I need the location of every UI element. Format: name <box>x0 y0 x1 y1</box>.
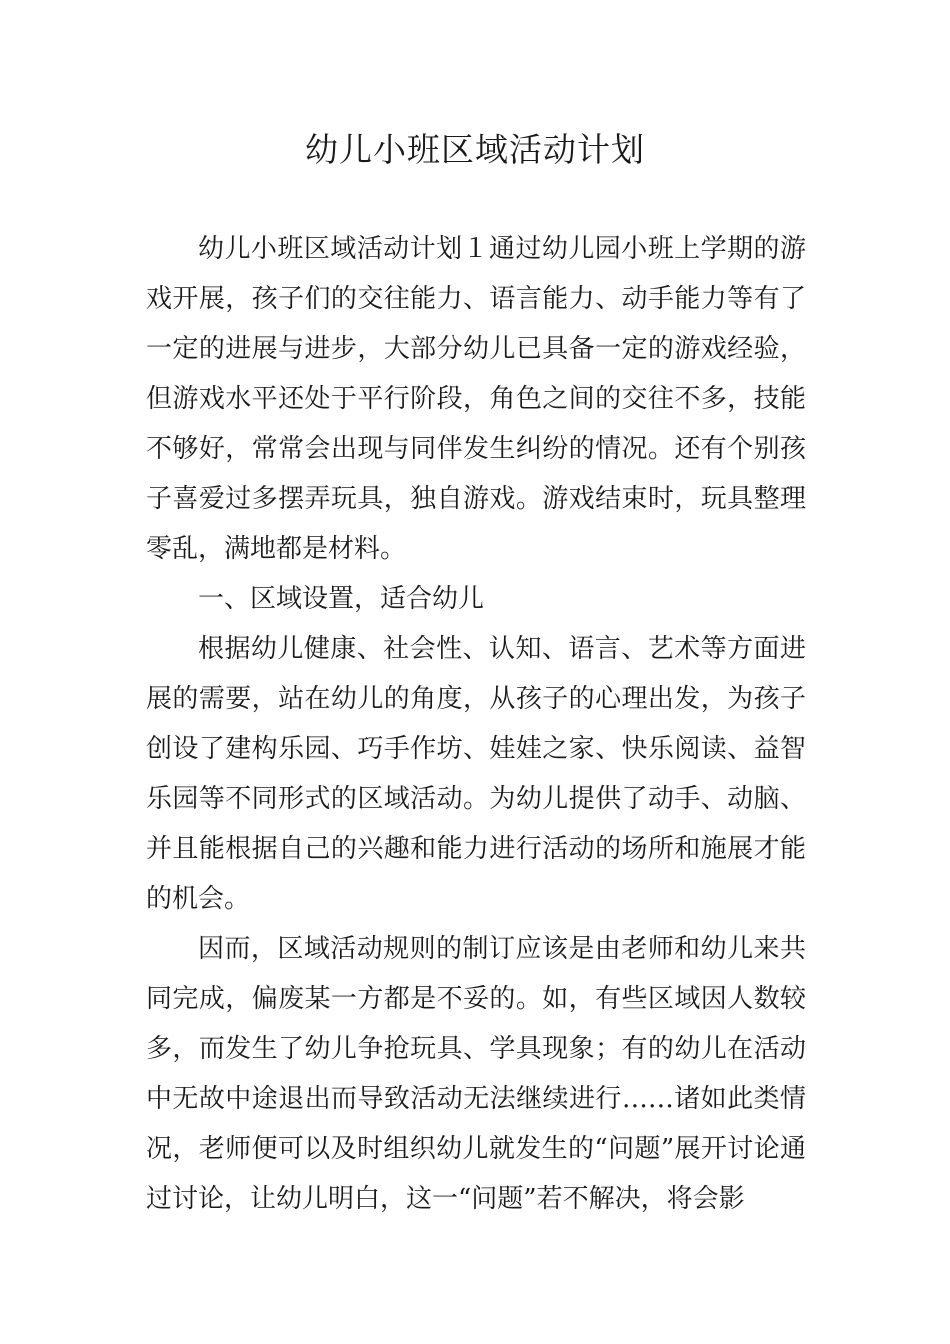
document-title: 幼儿小班区域活动计划 <box>305 130 645 169</box>
paragraph-area-setup: 根据幼儿健康、社会性、认知、语言、艺术等方面进展的需要，站在幼儿的角度，从孩子的心理出发，为孩子创设了建构乐园、巧手作坊、娃娃之家、快乐阅读、益智乐园等不同形式的区域活动。为幼儿提供了动手、动脑、并且能根据自己的兴趣和能力进行活动的场所和施展才能的机会。 <box>146 634 806 914</box>
paragraph-section-heading: 一、区域设置，适合幼儿 <box>198 584 485 614</box>
paragraph-intro: 幼儿小班区域活动计划１通过幼儿园小班上学期的游戏开展，孩子们的交往能力、语言能力、动手能力等有了一定的进展与进步，大部分幼儿已具备一定的游戏经验，但游戏水平还处于平行阶段，角色之间的交往不多，技能不够好，常常会出现与同伴发生纠纷的情况。还有个别孩子喜爱过多摆弄玩具，独自游戏。游戏结束时，玩具整理零乱，满地都是材料。 <box>146 234 806 564</box>
paragraph-rules: 因而，区域活动规则的制订应该是由老师和幼儿来共同完成，偏废某一方都是不妥的。如，有些区域因人数较多，而发生了幼儿争抢玩具、学具现象；有的幼儿在活动中无故中途退出而导致活动无法继续进行……诸如此类情况，老师便可以及时组织幼儿就发生的“问题”展开讨论通过讨论，让幼儿明白，这一“问题”若不解决，将会影 <box>146 934 806 1214</box>
document-body <box>146 224 806 1224</box>
